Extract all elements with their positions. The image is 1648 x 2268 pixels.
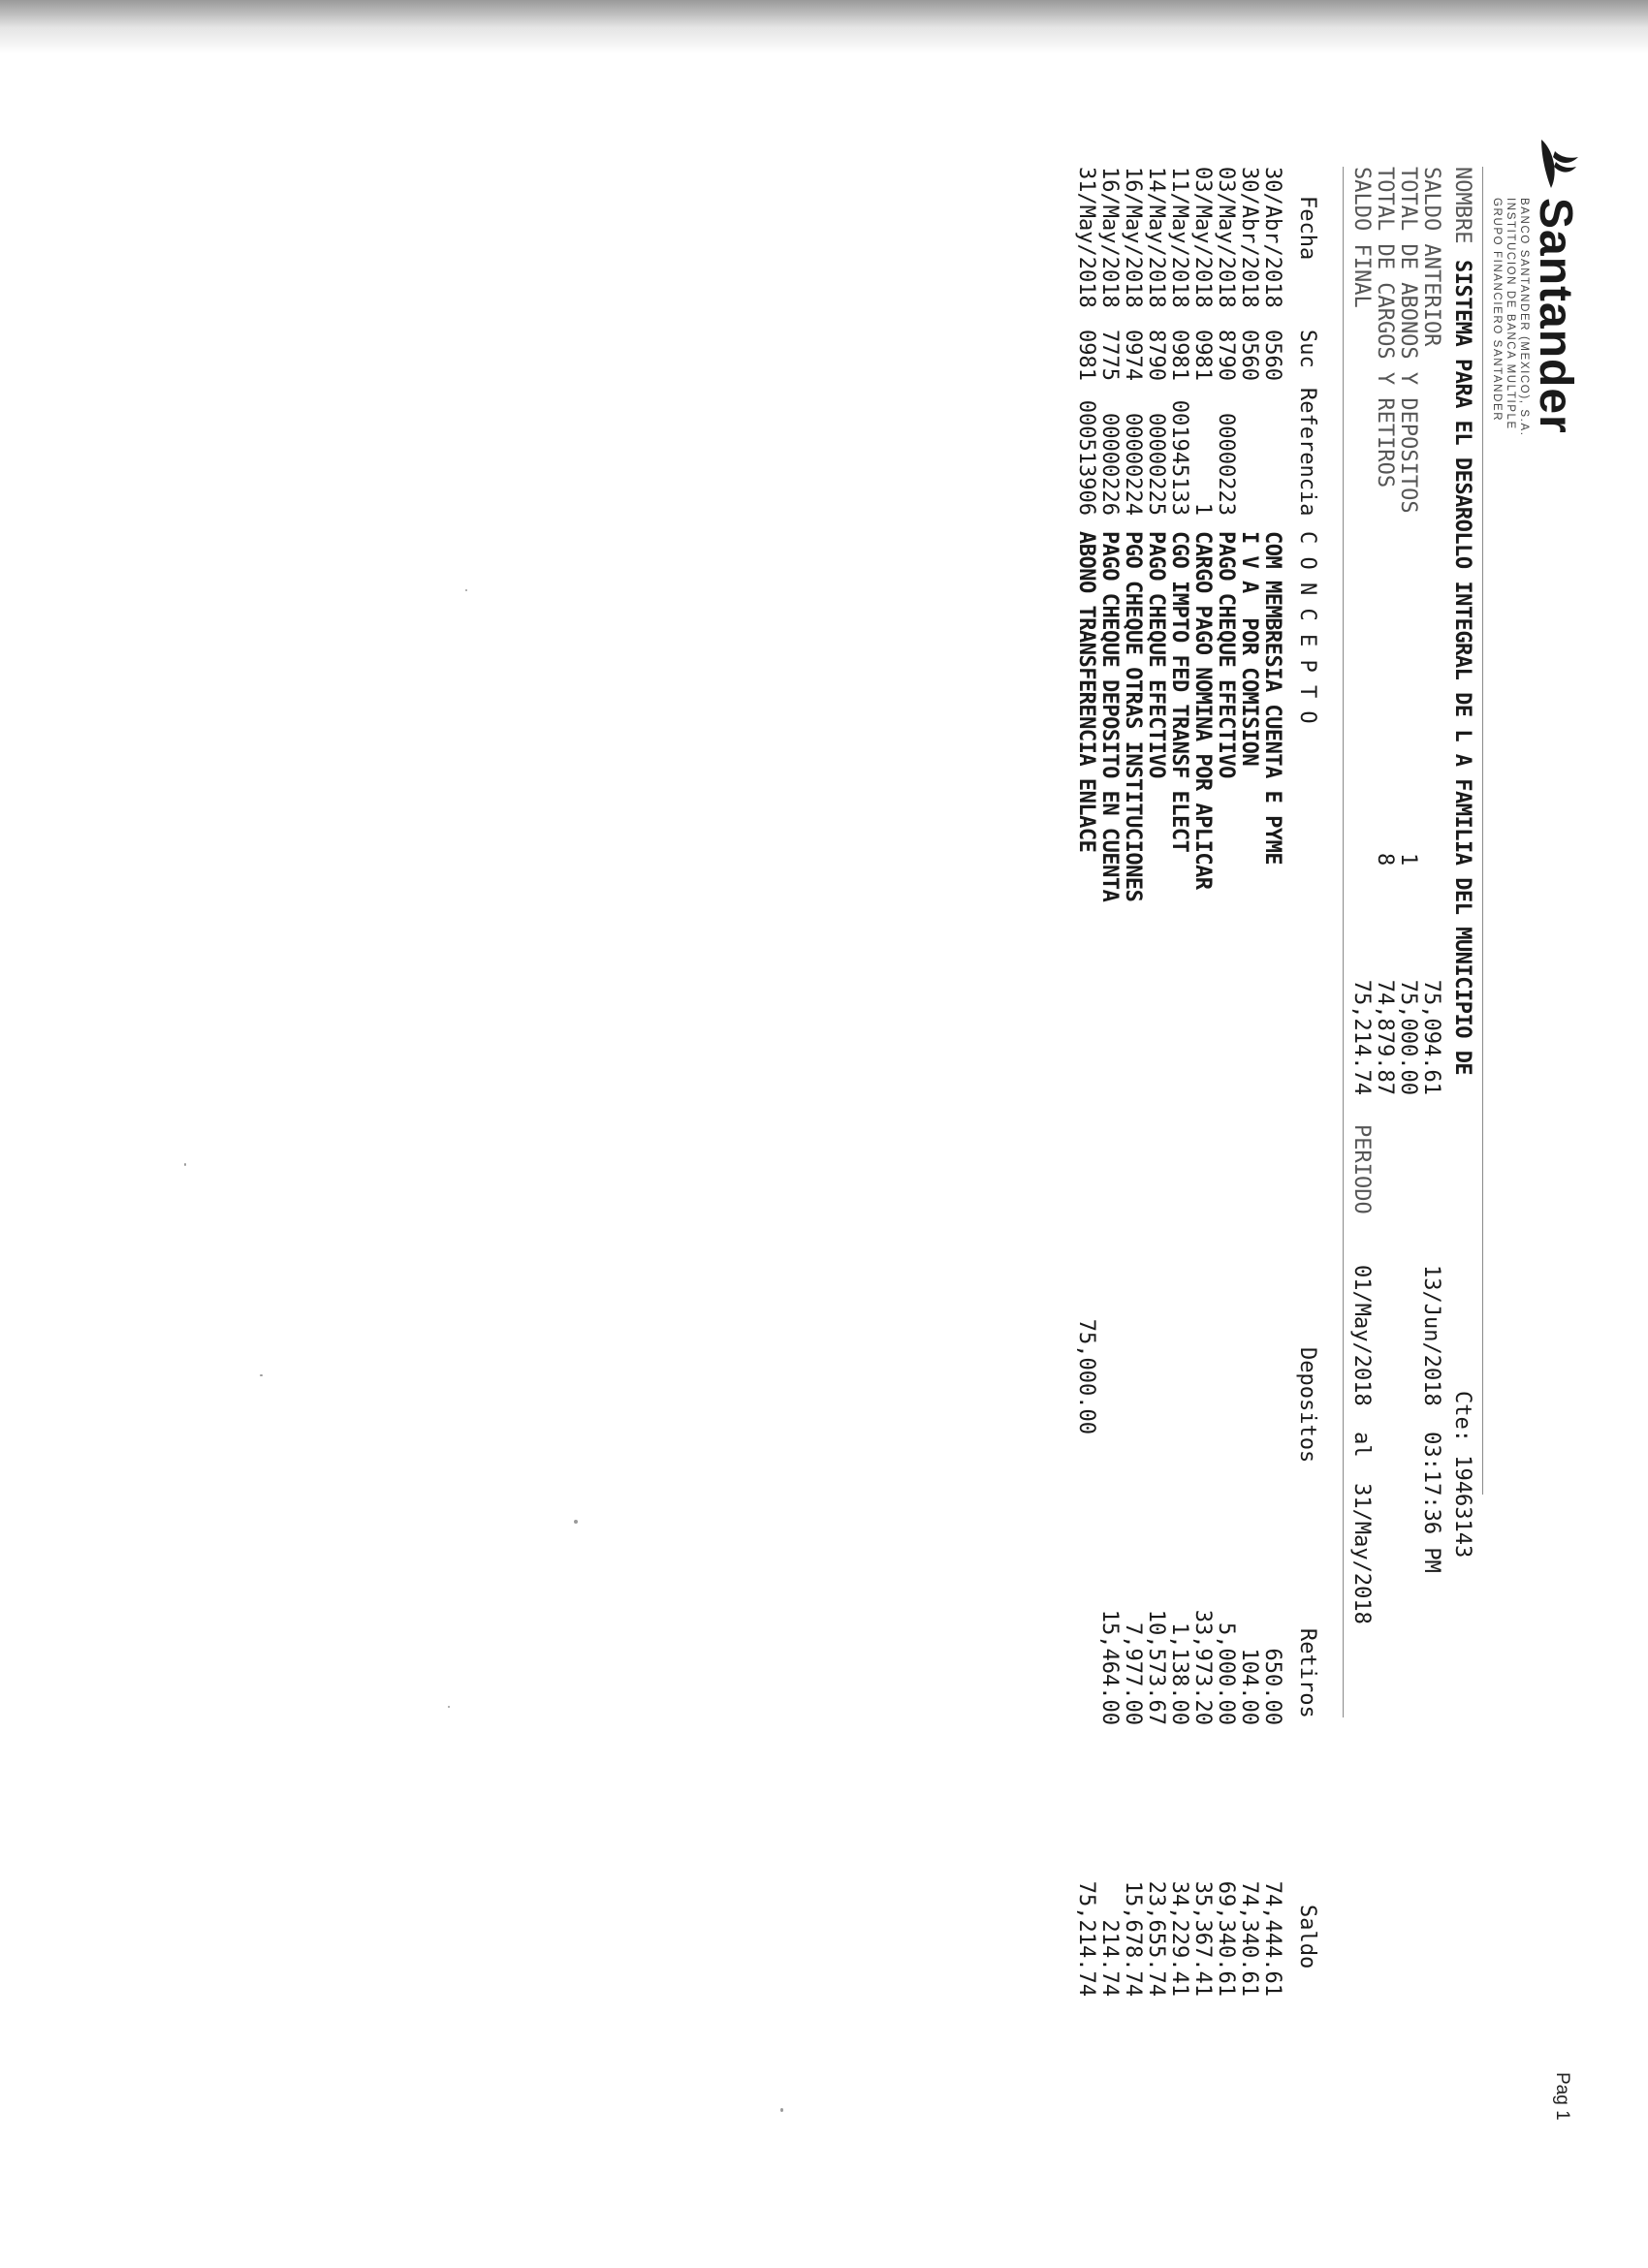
account-holder-name: SISTEMA PARA EL DESAROLLO INTEGRAL DE L A FAMILIA DEL MUNICIPIO DE [1450, 260, 1474, 1076]
scanner-top-shadow [0, 0, 1648, 58]
row-concepto: PAGO CHEQUE EFECTIVO [1214, 531, 1238, 778]
periodo-value: 01/May/2018 al 31/May/2018 [1349, 1265, 1374, 1624]
row-suc: 0981 [1190, 330, 1215, 381]
row-saldo: 75,214.74 [1074, 1880, 1098, 1997]
row-retiro: 1,138.00 [1167, 1622, 1191, 1725]
row-suc: 8790 [1144, 330, 1168, 381]
row-saldo: 23,655.74 [1144, 1880, 1168, 1997]
table-row [1190, 136, 1214, 2123]
row-referencia: 00000223 [1214, 413, 1238, 516]
row-referencia: 001945133 [1167, 399, 1191, 516]
row-concepto: PAGO CHEQUE DEPOSITO EN CUENTA [1097, 531, 1122, 902]
summary-rule [1343, 167, 1344, 1717]
row-retiro: 10,573.67 [1144, 1609, 1168, 1725]
row-fecha: 16/May/2018 [1097, 167, 1122, 308]
row-retiro: 15,464.00 [1097, 1609, 1122, 1725]
row-concepto: PGO CHEQUE OTRAS INSTITUCIONES [1121, 531, 1145, 902]
row-referencia: 00000224 [1121, 413, 1145, 516]
row-referencia: 1 [1190, 502, 1215, 516]
row-suc: 0981 [1074, 330, 1098, 381]
row-saldo: 35,367.41 [1190, 1880, 1215, 1997]
row-fecha: 03/May/2018 [1214, 167, 1238, 308]
table-row [1074, 136, 1097, 2123]
cargos-total: 74,879.87 [1373, 979, 1397, 1095]
row-saldo: 34,229.41 [1167, 1880, 1191, 1997]
client-number: Cte: 19463143 [1450, 1391, 1474, 1559]
row-suc: 8790 [1214, 330, 1238, 381]
row-referencia: 000513906 [1074, 399, 1098, 516]
row-saldo: 74,444.61 [1260, 1880, 1284, 1997]
row-retiro: 5,000.00 [1214, 1622, 1238, 1725]
col-header-concepto: C O N C E P T O [1295, 531, 1319, 724]
periodo-label: PERIODO [1349, 1124, 1374, 1214]
row-fecha: 30/Abr/2018 [1260, 167, 1284, 308]
table-row [1214, 136, 1237, 2123]
row-suc: 7775 [1097, 330, 1122, 381]
bank-name: Santander [1530, 198, 1581, 434]
row-saldo: 15,678.74 [1121, 1880, 1145, 1997]
row-suc: 0560 [1260, 330, 1284, 381]
table-row [1237, 136, 1260, 2123]
row-deposito: 75,000.00 [1074, 1318, 1098, 1434]
saldo-anterior-value: 75,094.61 [1419, 979, 1443, 1095]
saldo-final-label: SALDO FINAL [1349, 167, 1374, 308]
row-retiro: 7,977.00 [1121, 1622, 1145, 1725]
row-retiro: 650.00 [1260, 1648, 1284, 1725]
row-saldo: 69,340.61 [1214, 1880, 1238, 1997]
bank-legal-line: INSTITUCION DE BANCA MULTIPLE [1505, 198, 1516, 430]
row-concepto: CGO IMPTO FED TRANSF ELECT [1167, 531, 1191, 853]
santander-flame-icon [1536, 136, 1580, 190]
row-concepto: COM MEMBRESIA CUENTA E PYME [1260, 531, 1284, 866]
row-saldo: 214.74 [1097, 1919, 1122, 1997]
col-header-suc: Suc [1295, 330, 1319, 368]
row-fecha: 11/May/2018 [1167, 167, 1191, 308]
col-header-retiros: Retiros [1295, 1628, 1319, 1718]
header-rule [1482, 167, 1483, 1495]
table-row [1144, 136, 1167, 2123]
table-row [1121, 136, 1144, 2123]
row-suc: 0974 [1121, 330, 1145, 381]
row-saldo: 74,340.61 [1237, 1880, 1261, 1997]
row-concepto: ABONO TRANSFERENCIA ENLACE [1074, 531, 1098, 853]
row-fecha: 31/May/2018 [1074, 167, 1098, 308]
row-fecha: 14/May/2018 [1144, 167, 1168, 308]
row-concepto: PAGO CHEQUE EFECTIVO [1144, 531, 1168, 778]
row-concepto: I V A POR COMISION [1237, 531, 1261, 767]
col-header-saldo: Saldo [1295, 1905, 1319, 1969]
table-row [1097, 136, 1121, 2123]
row-fecha: 03/May/2018 [1190, 167, 1215, 308]
saldo-final-value: 75,214.74 [1349, 979, 1374, 1095]
bank-legal-line: GRUPO FINANCIERO SANTANDER [1491, 198, 1503, 423]
saldo-anterior-label: SALDO ANTERIOR [1419, 167, 1443, 347]
col-header-referencia: Referencia [1295, 388, 1319, 517]
row-referencia: 00000225 [1144, 413, 1168, 516]
statement-sheet [48, 136, 1580, 2123]
cargos-label: TOTAL DE CARGOS Y RETIROS [1373, 167, 1397, 488]
row-retiro: 33,973.20 [1190, 1609, 1215, 1725]
abonos-label: TOTAL DE ABONOS Y DEPOSITOS [1396, 167, 1420, 514]
table-row [1260, 136, 1284, 2123]
table-row [1167, 136, 1190, 2123]
col-header-fecha: Fecha [1295, 196, 1319, 261]
abonos-count: 1 [1396, 853, 1420, 866]
row-suc: 0560 [1237, 330, 1261, 381]
col-header-depositos: Depositos [1295, 1347, 1319, 1464]
nombre-label: NOMBRE [1450, 167, 1474, 244]
print-datetime: 13/Jun/2018 03:17:36 PM [1419, 1265, 1443, 1573]
row-suc: 0981 [1167, 330, 1191, 381]
bank-legal-line: BANCO SANTANDER (MEXICO), S.A. [1518, 198, 1530, 437]
row-concepto: CARGO PAGO NOMINA POR APLICAR [1190, 531, 1215, 890]
row-fecha: 16/May/2018 [1121, 167, 1145, 308]
row-fecha: 30/Abr/2018 [1237, 167, 1261, 308]
page-number: Pag 1 [1552, 2072, 1572, 2121]
abonos-total: 75,000.00 [1396, 979, 1420, 1095]
row-retiro: 104.00 [1237, 1648, 1261, 1725]
row-referencia: 00000226 [1097, 413, 1122, 516]
cargos-count: 8 [1373, 853, 1397, 866]
